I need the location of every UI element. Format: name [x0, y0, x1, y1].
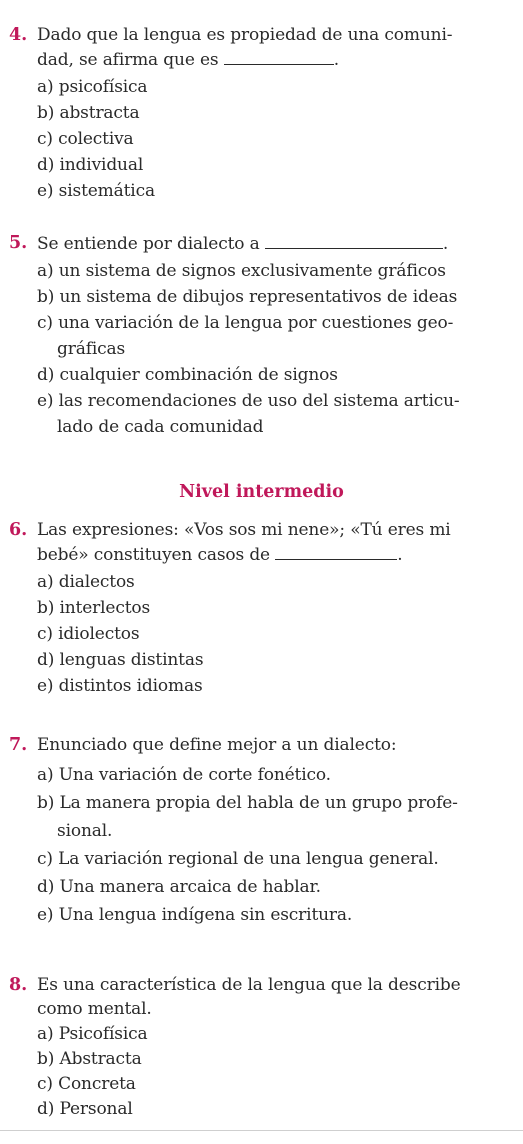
- stem-line: [37, 47, 510, 72]
- stem-line: Enunciado que define mejor a un dialecto:: [37, 735, 397, 755]
- option-c: [37, 310, 510, 362]
- option-b: b) Abstracta: [37, 1049, 142, 1069]
- options-list: [37, 1022, 510, 1122]
- option-d: d) Una manera arcaica de hablar.: [37, 877, 321, 897]
- options-list: [37, 74, 510, 204]
- stem-line: Dado que la lengua es propiedad de una comuni-: [37, 25, 453, 45]
- section-title: Nivel intermedio: [179, 482, 344, 502]
- options-list: [37, 569, 510, 699]
- question-4: [0, 23, 523, 204]
- question-number: 8.: [9, 975, 28, 995]
- option-d: d) cualquier combinación de signos: [37, 365, 338, 385]
- option-e: e) sistemática: [37, 181, 155, 201]
- stem-line: como mental.: [37, 999, 152, 1019]
- option-a: a) Psicofísica: [37, 1024, 148, 1044]
- stem-period: .: [397, 545, 403, 565]
- options-list: [37, 258, 510, 440]
- question-7: [0, 733, 523, 929]
- question-number: 7.: [9, 735, 28, 755]
- option-e-line2: lado de cada comunidad: [57, 417, 264, 437]
- option-a: a) un sistema de signos exclusivamente gráficos: [37, 261, 446, 281]
- stem-line: [37, 542, 510, 567]
- question-number: 4.: [9, 25, 28, 45]
- question-number: 5.: [9, 233, 28, 253]
- stem-text: Se entiende por dialecto a: [37, 234, 260, 254]
- question-stem: [37, 23, 510, 72]
- option-c-line2: gráficas: [57, 339, 126, 359]
- option-c: c) Concreta: [37, 1074, 136, 1094]
- option-e: [37, 388, 510, 440]
- question-stem: [37, 231, 510, 256]
- page-bottom-divider: [0, 1130, 523, 1131]
- question-6: [0, 518, 523, 699]
- stem-line: Las expresiones: «Vos sos mi nene»; «Tú eres mi: [37, 520, 451, 540]
- option-c: c) La variación regional de una lengua general.: [37, 849, 439, 869]
- question-stem: [37, 733, 510, 757]
- answer-blank: [224, 47, 334, 65]
- option-e-line1: e) las recomendaciones de uso del sistema articu-: [37, 391, 460, 411]
- stem-text: dad, se afirma que es: [37, 50, 219, 70]
- stem-text: bebé» constituyen casos de: [37, 545, 270, 565]
- question-5: [0, 231, 523, 440]
- option-a: a) psicofísica: [37, 77, 148, 97]
- option-e: e) distintos idiomas: [37, 676, 203, 696]
- stem-period: .: [442, 234, 449, 254]
- stem-line: [37, 231, 510, 256]
- answer-blank: [275, 542, 397, 560]
- option-b-line1: b) La manera propia del habla de un grupo profe-: [37, 793, 458, 813]
- question-number: 6.: [9, 520, 28, 540]
- question-stem: [37, 973, 510, 1021]
- option-d: d) individual: [37, 155, 144, 175]
- option-c: c) idiolectos: [37, 624, 140, 644]
- option-a: a) dialectos: [37, 572, 135, 592]
- option-b: b) un sistema de dibujos representativos de ideas: [37, 287, 458, 307]
- option-d: d) Personal: [37, 1099, 133, 1119]
- answer-blank: [265, 231, 443, 249]
- stem-period: .: [333, 50, 340, 70]
- option-b-line2: sional.: [57, 821, 113, 841]
- options-list: [37, 761, 510, 929]
- option-a: a) Una variación de corte fonético.: [37, 765, 331, 785]
- option-c-line1: c) una variación de la lengua por cuestiones geo-: [37, 313, 454, 333]
- option-b: b) interlectos: [37, 598, 151, 618]
- option-b: [37, 789, 510, 845]
- question-stem: [37, 518, 510, 567]
- option-b: b) abstracta: [37, 103, 140, 123]
- question-8: [0, 973, 523, 1122]
- option-c: c) colectiva: [37, 129, 134, 149]
- option-d: d) lenguas distintas: [37, 650, 204, 670]
- stem-line: Es una característica de la lengua que la describe: [37, 975, 461, 995]
- option-e: e) Una lengua indígena sin escritura.: [37, 905, 353, 925]
